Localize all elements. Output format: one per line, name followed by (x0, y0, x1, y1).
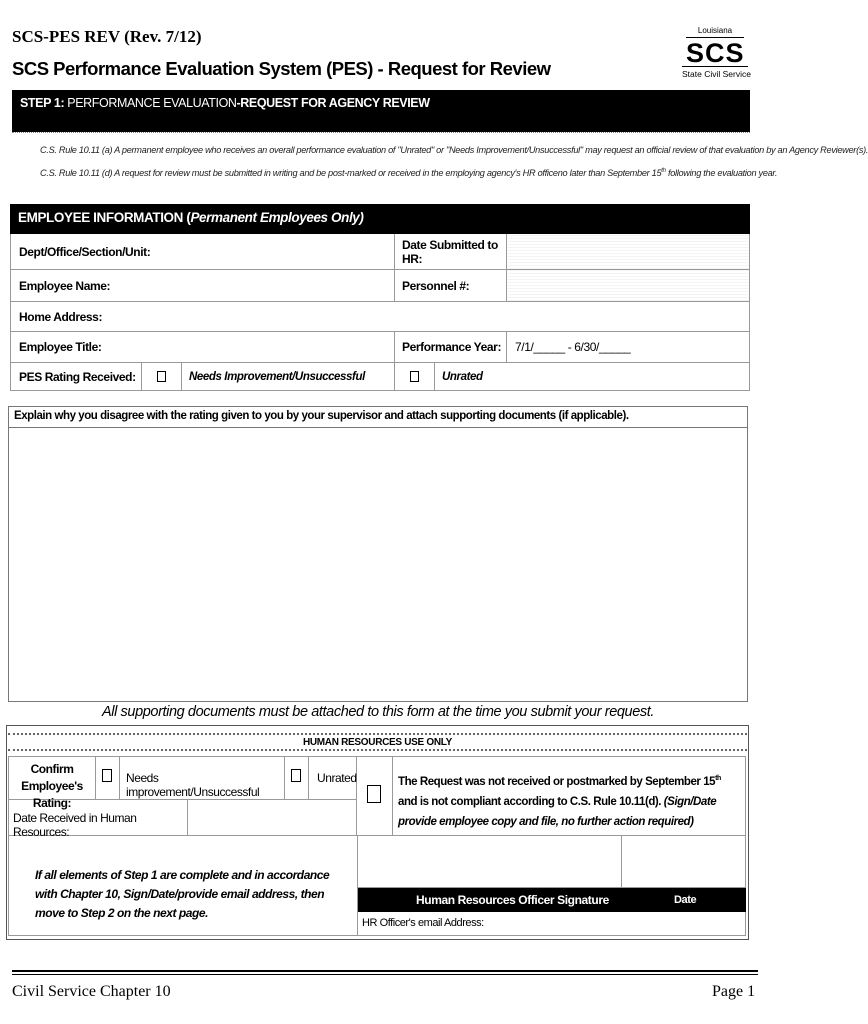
performance-year-label: Performance Year: (402, 340, 502, 354)
date-label: Date (674, 894, 697, 906)
unrated-checkbox[interactable] (410, 371, 419, 382)
logo-abbr: SCS (686, 38, 745, 68)
form-title: SCS Performance Evaluation System (PES) - Request for Review (12, 58, 551, 79)
date-submitted-field[interactable] (507, 234, 749, 269)
hr-instruction: If all elements of Step 1 are complete and in accordance with Chapter 10, Sign/Date/provide email address, then move to Step 2 on the next page. (35, 868, 330, 920)
hr-unrated-label: Unrated (317, 771, 357, 785)
row-employee-name (10, 270, 750, 302)
hr-section-title: HUMAN RESOURCES USE ONLY (8, 733, 747, 751)
scs-logo (682, 26, 751, 79)
not-received-main: The Request was not received or postmarked by September 15 (398, 775, 716, 788)
date-received-field[interactable] (188, 800, 357, 836)
hr-unrated-checkbox[interactable] (291, 769, 301, 782)
explain-box (8, 406, 748, 702)
personnel-field[interactable] (507, 270, 749, 301)
dept-label: Dept/Office/Section/Unit: (19, 244, 151, 259)
step1-title-bold: -REQUEST FOR AGENCY REVIEW (236, 96, 430, 110)
needs-improvement-checkbox[interactable] (157, 371, 166, 382)
unrated-label: Unrated (442, 370, 483, 383)
step1-label: STEP 1: (20, 96, 65, 110)
rule-10-11-d (40, 168, 777, 178)
step1-title-plain: PERFORMANCE EVALUATION (67, 96, 237, 110)
row-pes-rating (10, 363, 750, 391)
hr-email-field[interactable] (508, 912, 745, 935)
footer-rule (12, 970, 758, 972)
attach-note: All supporting documents must be attached to this form at the time you submit your request. (102, 704, 654, 720)
not-received-instruction: (Sign/Date provide employee copy and file, no further action required) (398, 795, 717, 828)
row-home-address (10, 302, 750, 332)
footer-rule-thin (12, 974, 758, 975)
hr-needs-improvement-checkbox[interactable] (102, 769, 112, 782)
row-dept (10, 234, 750, 270)
date-submitted-label: Date Submitted to HR: (402, 237, 498, 266)
signature-label: Human Resources Officer Signature (416, 893, 609, 907)
step1-divider (12, 132, 750, 133)
logo-name: State Civil Service (682, 66, 748, 79)
confirm-rating-cell (8, 756, 96, 810)
rule-d-sup: th (661, 168, 666, 174)
not-received-rule: and is not compliant according to C.S. Rule 10.11(d). (398, 795, 662, 808)
step1-bar (12, 90, 750, 132)
confirm-label-line2: Employee's Rating: (21, 779, 83, 810)
date-received-label: Date Received in Human Resources: (13, 811, 137, 839)
personnel-label: Personnel #: (402, 278, 470, 293)
footer-chapter: Civil Service Chapter 10 (12, 983, 171, 1000)
needs-improvement-label: Needs Improvement/Unsuccessful (189, 370, 365, 383)
rule-10-11-a: C.S. Rule 10.11 (a) A permanent employee who receives an overall performance evaluation of "Unrated" or "Needs Improvement/Unsuccessful" may request an official review of that evaluation by an Agency Reviewer(s). (40, 145, 868, 155)
employee-info-subtitle: Permanent Employees Only) (190, 210, 364, 225)
explain-textarea[interactable] (9, 429, 747, 701)
footer-page-number: Page 1 (712, 983, 756, 1000)
explain-label: Explain why you disagree with the rating given to you by your supervisor and attach supporting documents (if applicable). (9, 407, 747, 428)
confirm-label-line1: Confirm (30, 762, 74, 776)
not-received-text (398, 769, 741, 832)
not-received-sup: th (715, 775, 721, 782)
form-code: SCS-PES REV (Rev. 7/12) (12, 27, 202, 46)
row-employee-title (10, 332, 750, 363)
logo-state: Louisiana (686, 26, 744, 38)
employee-name-label: Employee Name: (19, 278, 111, 293)
not-received-checkbox[interactable] (367, 785, 381, 803)
pes-rating-label: PES Rating Received: (19, 369, 136, 384)
home-address-label: Home Address: (19, 309, 103, 324)
employee-info-title: EMPLOYEE INFORMATION ( (18, 210, 191, 225)
employee-info-header (10, 204, 750, 234)
hr-needs-improvement-label: Needs improvement/Unsuccessful (126, 771, 260, 799)
performance-year-value[interactable]: 7/1/_____ - 6/30/_____ (515, 340, 631, 354)
signature-bar (358, 888, 746, 912)
hr-date-field[interactable] (622, 836, 746, 888)
hr-signature-field[interactable] (358, 836, 622, 888)
hr-email-label: HR Officer's email Address: (362, 917, 484, 929)
employee-title-label: Employee Title: (19, 340, 102, 354)
rule-d-text-end: following the evaluation year. (665, 168, 778, 179)
rule-d-text: C.S. Rule 10.11 (d) A request for review must be submitted in writing and be post-marked or received in the employing agency's HR officeno later than September 15 (40, 168, 662, 179)
